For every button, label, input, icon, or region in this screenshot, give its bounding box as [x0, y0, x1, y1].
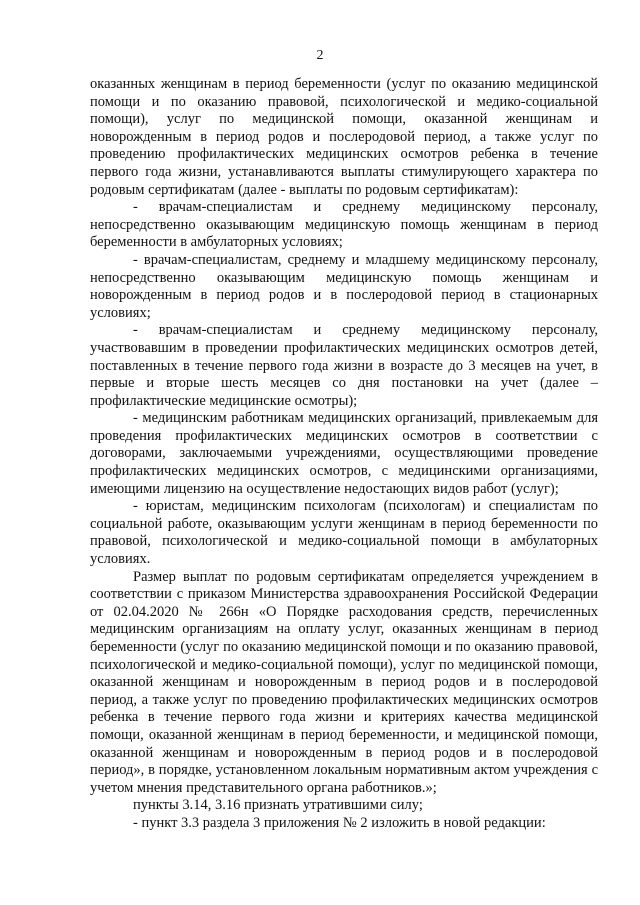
paragraph-continuation: оказанных женщинам в период беременности (услуг по оказанию медицинской помощи и по оказанию правовой, психологической и медико-социальной помощи), услуг по медицинской помощи, оказанной женщинам и новорожденным в период родов и послеродовой период, а также услуг по проведению профилактических медицинских осмотров ребенка в течение первого года жизни, устанавливаются выплаты стимулирующего характера по родовым сертификатам (далее - выплаты по родовым сертификатам): [90, 76, 598, 198]
document-body [90, 76, 598, 833]
page-number: 2 [316, 48, 324, 63]
paragraph-new-edition: - пункт 3.3 раздела 3 приложения № 2 изложить в новой редакции: [133, 814, 546, 831]
list-item-medical-workers: - медицинским работникам медицинских организаций, привлекаемым для проведения профилактических медицинских осмотров в соответствии с договорами, заключаемыми учреждениями, осуществляющими проведение профилактических медицинских осмотров, с медицинскими организациями, имеющими лицензию на осуществление недостающих видов работ (услуг); [90, 410, 598, 497]
list-item-doctors-inpatient: - врачам-специалистам, среднему и младшему медицинскому персоналу, непосредственно оказывающим медицинскую помощь женщинам и новорожденным в период родов и в послеродовой период в стационарных условиях; [90, 251, 598, 321]
paragraph-payment-size: Размер выплат по родовым сертификатам определяется учреждением в соответствии с приказом Министерства здравоохранения Российской Федерации от 02.04.2020 № 266н «О Порядке расходования средств, перечисленных медицинским организациям на оплату услуг, оказанных женщинам в период беременности (услуг по оказанию медицинской помощи и по оказанию правовой, психологической и медико-социальной помощи), услуг по медицинской помощи, оказанной женщинам и новорожденным в период родов и в послеродовой период, а также услуг по проведению профилактических медицинских осмотров ребенка в течение первого года жизни и критериях качества медицинской помощи, оказанной женщинам в период беременности, и медицинской помощи, оказанной женщинам и новорожденным в период родов и в послеродовой период», в порядке, установленном локальным нормативным актом учреждения с учетом мнения представительного органа работников.»; [90, 568, 598, 796]
list-item-doctors-checkups: - врачам-специалистам и среднему медицинскому персоналу, участвовавшим в проведении профилактических медицинских осмотров детей, поставленных в течение первого года жизни в возрасте до 3 месяцев на учет, в первые и вторые шесть месяцев со дня постановки на учет (далее – профилактические медицинские осмотры); [90, 322, 598, 409]
list-item-doctors-ambulatory: - врачам-специалистам и среднему медицинскому персоналу, непосредственно оказывающим медицинскую помощь женщинам в период беременности в амбулаторных условиях; [90, 199, 598, 251]
paragraph-repeal-points: пункты 3.14, 3.16 признать утратившими силу; [133, 797, 423, 814]
list-item-lawyers-psychologists: - юристам, медицинским психологам (психологам) и специалистам по социальной работе, оказывающим услуги женщинам в период беременности по правовой, психологической и медико-социальной помощи в амбулаторных условиях. [90, 498, 598, 568]
